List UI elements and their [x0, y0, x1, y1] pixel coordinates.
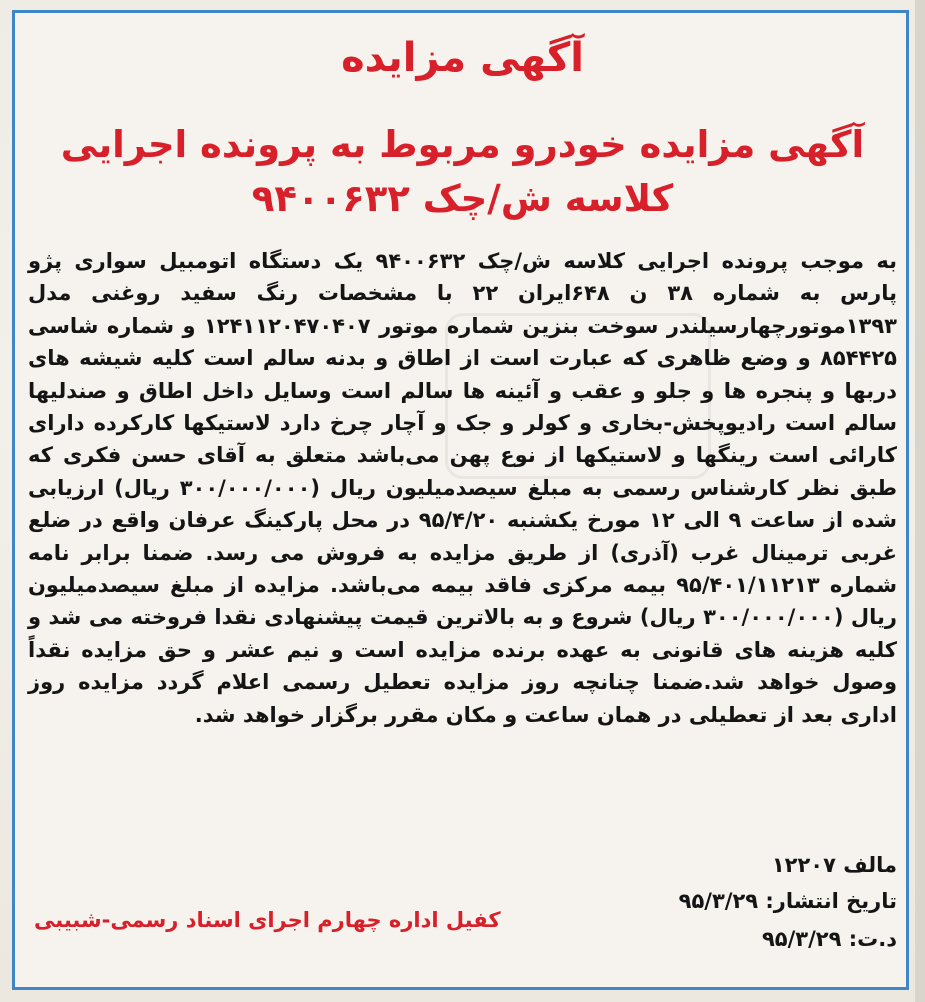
notice-heading: آگهی مزایده [341, 35, 584, 81]
signature-line: کفیل اداره چهارم اجرای اسناد رسمی-شبیبی [34, 908, 501, 932]
dt-date: د.ت: ۹۵/۳/۲۹ [761, 927, 897, 951]
notice-code: مالف ۱۲۲۰۷ [771, 853, 897, 877]
page-edge-strip [915, 0, 925, 1002]
publish-date: تاریخ انتشار: ۹۵/۳/۲۹ [678, 889, 897, 913]
notice-subheading: آگهی مزایده خودرو مربوط به پرونده اجرایی کلاسه ش/چک ۹۴۰۰۶۳۲ [60, 123, 865, 220]
notice-body: به موجب پرونده اجرایی کلاسه ش/چک ۹۴۰۰۶۳۲ یک دستگاه اتومبیل سواری پژو پارس به شماره ۳۸ ن ۶۴۸ایران ۲۲ با مشخصات رنگ سفید روغنی مدل ۱۳۹۳موتورچهارسیلندر سوخت بنزین شماره موتور ۱۲۴۱۱۲۰۴۷۰۴۰۷ و شماره شاسی ۸۵۴۴۲۵ و وضع ظاهری که عبارت است از اطاق و بدنه سالم است کلیه شیشه های دربها و پنجره ها و جلو و عقب و آئینه ها سالم است وسایل داخل اطاق و صندلیها سالم است رادیوپخش-بخاری و کولر و جک و آچار چرخ دارد لاستیکها کارکرده دارای کارائی است رینگها و لاستیکها از نوع پهن می‌باشد متعلق به آقای حسن فکری که طبق نظر کارشناس رسمی به مبلغ سیصدمیلیون ریال (۳۰۰/۰۰۰/۰۰۰ ریال) ارزیابی شده از ساعت ۹ الی ۱۲ مورخ یکشنبه ۹۵/۴/۲۰ در محل پارکینگ عرفان واقع در ضلع غربی ترمینال غرب (آذری) از طریق مزایده به فروش می رسد. ضمنا برابر نامه شماره ۹۵/۴۰۱/۱۱۲۱۳ بیمه مرکزی فاقد بیمه می‌باشد. مزایده از مبلغ سیصدمیلیون ریال (۳۰۰/۰۰۰/۰۰۰ ریال) شروع و به بالاترین قیمت پیشنهادی نقدا فروخته می شد و کلیه هزینه های قانونی به عهده برنده مزایده است و نیم عشر و حق مزایده نقداً وصول خواهد شد.ضمنا چنانچه روز مزایده تعطیل رسمی اعلام گردد مزایده روز اداری بعد از تعطیلی در همان ساعت و مکان مقرر برگزار خواهد شد. [28, 249, 898, 727]
